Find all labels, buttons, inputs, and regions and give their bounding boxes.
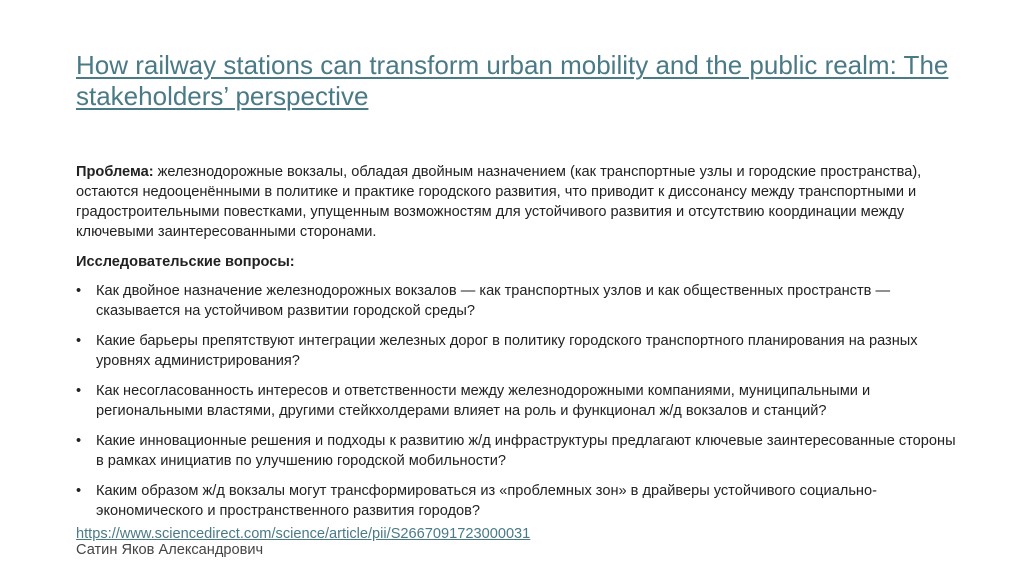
question-text: Как несогласованность интересов и ответственности между железнодорожными компаниями, муниципальными и региональными властями, другими стейкхолдерами влияет на роль и функционал ж/д вокзалов и станций?: [96, 383, 871, 419]
bullet-icon: •: [76, 483, 82, 499]
research-questions-heading: Исследовательские вопросы:: [76, 254, 295, 270]
problem-paragraph: [76, 162, 956, 242]
question-text: Какие барьеры препятствуют интеграции железных дорог в политику городского транспортного планирования на разных уровнях администрирования?: [96, 333, 918, 369]
bullet-icon: •: [76, 383, 82, 399]
question-text: Как двойное назначение железнодорожных вокзалов — как транспортных узлов и как общественных пространств — сказывается на устойчивом развитии городской среды?: [96, 283, 891, 319]
list-item: [76, 331, 956, 371]
title-link[interactable]: How railway stations can transform urban mobility and the public realm: The stakeholders’ perspective: [76, 50, 949, 111]
list-item: [76, 481, 956, 521]
research-questions-list: [76, 281, 956, 521]
problem-label: Проблема:: [76, 164, 154, 180]
list-item: [76, 431, 956, 471]
problem-text: железнодорожные вокзалы, обладая двойным назначением (как транспортные узлы и городские пространства), остаются недооценёнными в политике и практике городского развития, что приводит к диссонансу между транспортными и градостроительными повестками, упущенным возможностям для устойчивого развития и отсутствию координации между ключевыми заинтересованными сторонами.: [76, 164, 922, 240]
source-link[interactable]: https://www.sciencedirect.com/science/article/pii/S2667091723000031: [76, 526, 531, 542]
content-body: [76, 162, 956, 531]
author-name: Сатин Яков Александрович: [76, 542, 264, 558]
question-text: Какие инновационные решения и подходы к развитию ж/д инфраструктуры предлагают ключевые заинтересованные стороны в рамках инициатив по улучшению городской мобильности?: [96, 433, 956, 469]
list-item: [76, 381, 956, 421]
bullet-icon: •: [76, 283, 82, 299]
bullet-icon: •: [76, 333, 82, 349]
question-text: Каким образом ж/д вокзалы могут трансформироваться из «проблемных зон» в драйверы устойчивого социально-экономического и пространственного развития городов?: [96, 483, 877, 519]
list-item: [76, 281, 956, 321]
bullet-icon: •: [76, 433, 82, 449]
